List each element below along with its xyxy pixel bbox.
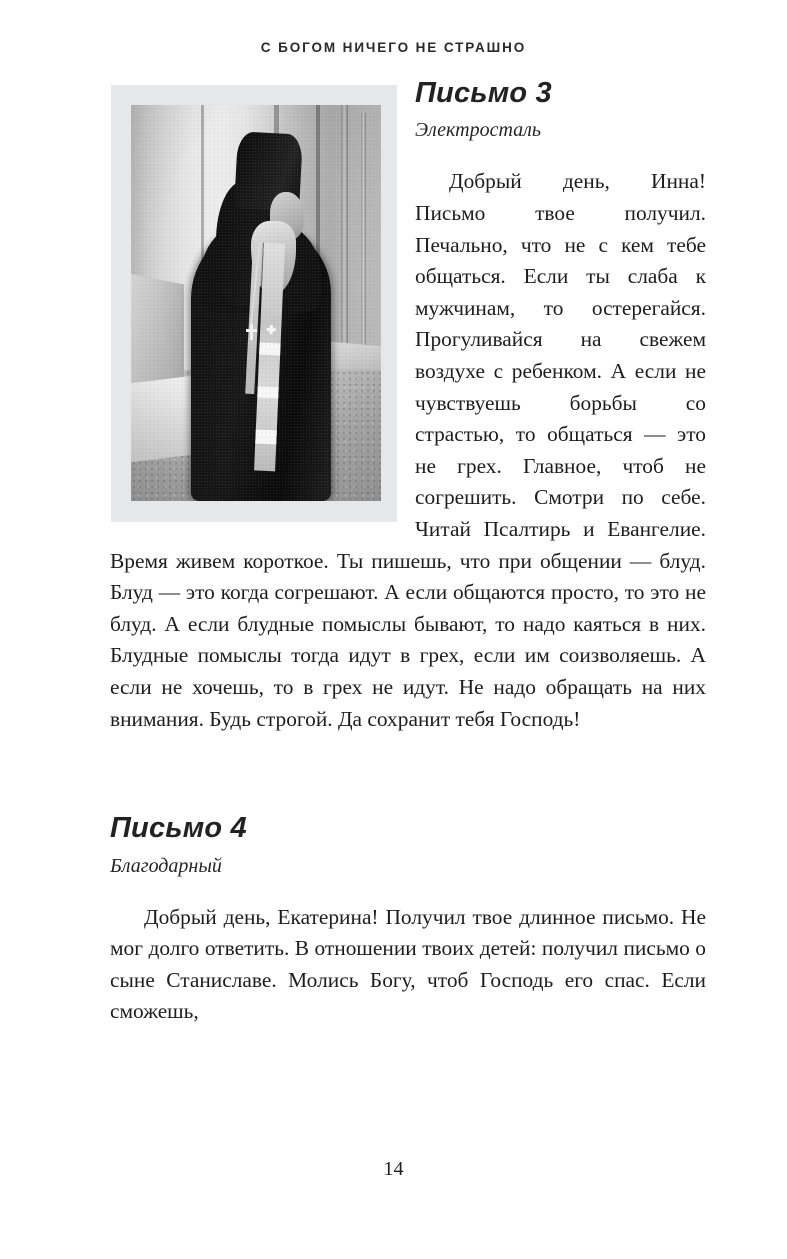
letter-3-place: Электросталь xyxy=(415,119,541,142)
page-number: 14 xyxy=(383,1158,404,1180)
letter-4-place: Благодарный xyxy=(110,854,222,877)
text-column xyxy=(110,78,706,1028)
letter-4-block xyxy=(110,813,706,1028)
running-header: С БОГОМ НИЧЕГО НЕ СТРАШНО xyxy=(260,40,527,55)
letter-4-paragraph: Добрый день, Екатерина! Получил твое длинное письмо. Не мог долго ответить. В отношении твоих детей: получил письмо о сыне Станиславе. Молись Богу, чтоб Господь его спас. Если сможешь, xyxy=(110,904,706,1024)
letter-4-heading: Письмо 4 xyxy=(110,812,247,845)
photo-wrap-spacer xyxy=(110,78,397,522)
letter-3-paragraph: Добрый день, Инна! Письмо твое получил. Печально, что не с кем тебе общаться. Если ты слаба к мужчинам, то остерегайся. Прогуливайся на свежем воздухе с ребенком. А если не чувствуешь борьбы со страстью, то общаться — это не грех. Главное, чтоб не согрешить. Смотри по себе. Читай Псалтирь и Евангелие. Время живем короткое. Ты пишешь, что при общении — блуд. Блуд — это когда согрешают. А если общаются просто, то это не блуд. А если блудные помыслы бывают, то надо каяться в них. Блудные помыслы тогда идут в грех, если им соизволяешь. А если не хочешь, то в грех не идут. Не надо обращать на них внимания. Будь строгой. Да сохранит тебя Господь! xyxy=(110,169,706,731)
letter-3-heading: Письмо 3 xyxy=(415,77,552,109)
